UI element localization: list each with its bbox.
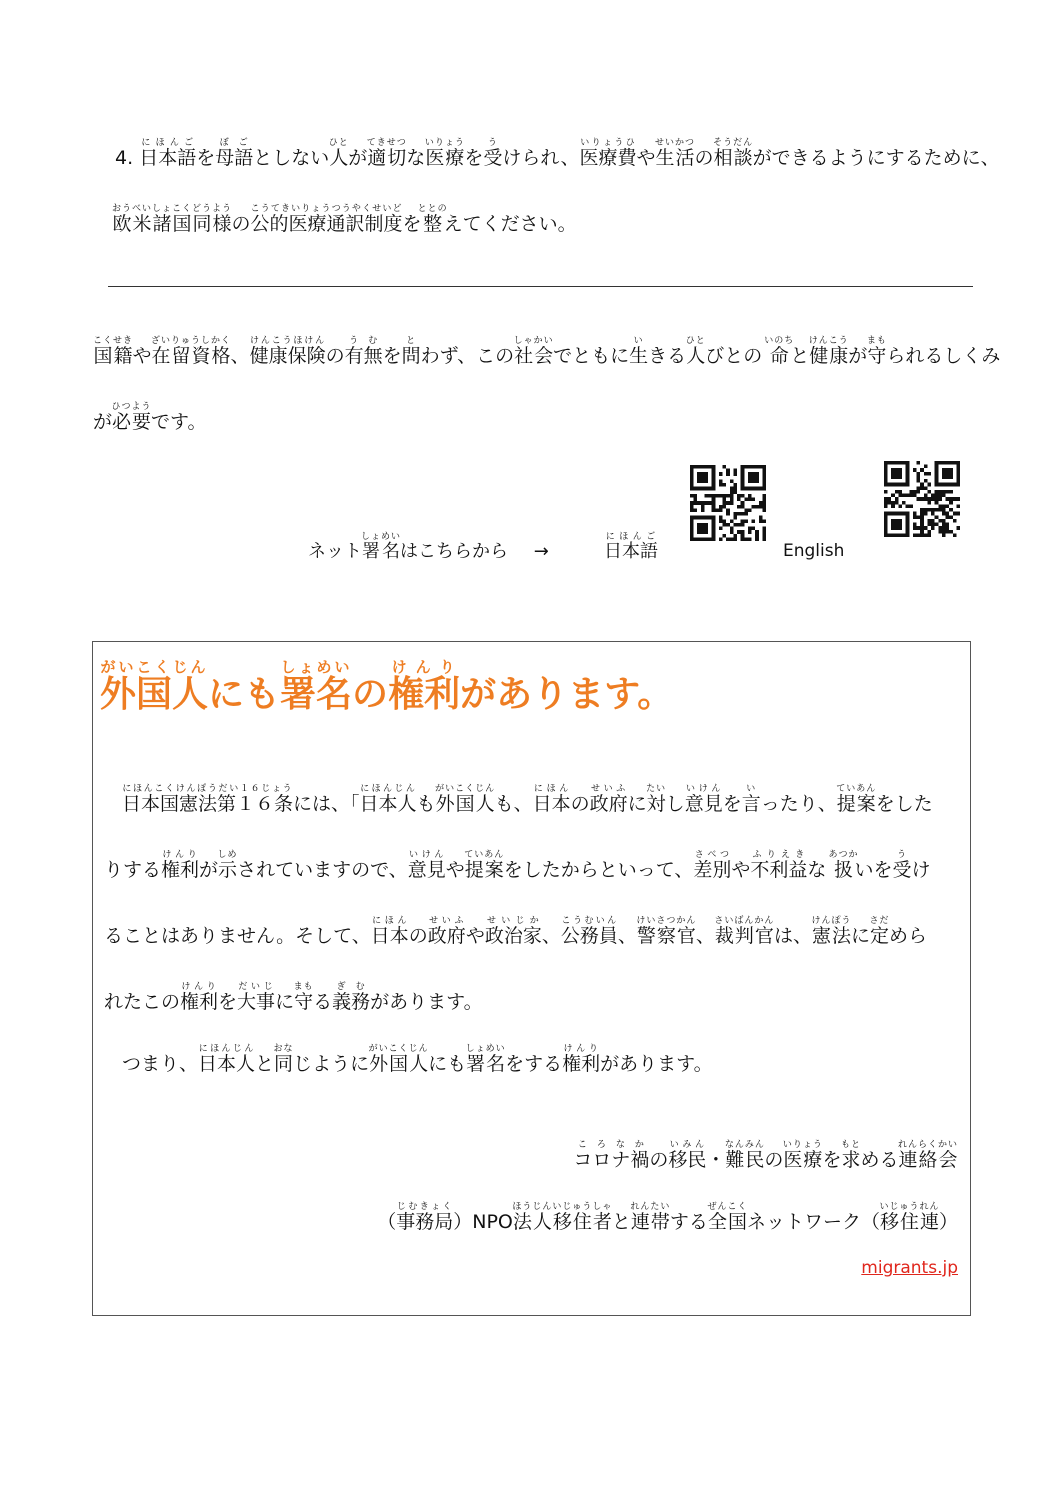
rights-headline: 外国人がいこくじんにも署名しょめいの権利けんりがあります。 [100, 658, 674, 715]
para1-line1: 日本国憲法第１６条にほんこくけんぽうだい１６じょうには、「日本人にほんじんも外国人がいこくじんも、日本にほんの政府せいふに対たいし意見いけんを言いったり、提案ていあんをした [122, 784, 933, 815]
statement-line1: 国籍こくせきや在留資格ざいりゅうしかく、健康保険けんこうほけんの有無うむを問とわず、この社会しゃかいでともに生いきる人ひとびとの 命いのちと健康けんこうが守まもられるしくみ [93, 336, 1001, 367]
qr-code-icon [884, 461, 960, 537]
office-name: （事務局じむきょく）NPO法人移住者ほうじんいじゅうしゃと連帯れんたいする全国ぜんこくネットワーク（移住連いじゅうれん） [377, 1202, 958, 1233]
item-number: 4. [115, 147, 134, 169]
japanese-label[interactable]: 日本語にほんご [604, 532, 658, 562]
signature-prompt: ネット署名しょめいはこちらから → [308, 532, 549, 562]
qr-code-icon [690, 465, 766, 541]
para2: つまり、日本人にほんじんと同おなじように外国人がいこくじんにも署名しょめいをする権利けんりがあります。 [122, 1044, 713, 1075]
para1-line4: れたこの権利けんりを大事だいじに守まもる義務ぎむがあります。 [104, 982, 483, 1013]
website-link[interactable]: migrants.jp [861, 1258, 958, 1278]
ruby: 日本語にほんご [139, 138, 197, 169]
qr-code-english[interactable] [884, 461, 960, 537]
arrow-icon: → [533, 541, 549, 562]
item4-line1: 4. 日本語にほんごを母語ぼごとしない人ひとが適切てきせつな医療いりょうを受うけられ、医療費いりょうひや生活せいかつの相談そうだんができるようにするために、 [115, 138, 1000, 169]
item4-line2: 欧米諸国同様おうべいしょこくどうようの公的医療通訳制度こうてきいりょうつうやくせいどを整ととのえてください。 [112, 204, 577, 235]
para1-line2: りする権利けんりが示しめされていますので、意見いけんや提案ていあんをしたからといって、差別さべつや不利益ふりえきな 扱あつかいを受うけ [104, 850, 931, 881]
organization-name: コロナころな禍かの移民いみん・難民なんみんの医療いりょうを求もとめる連絡会れんらくかい [573, 1140, 958, 1171]
statement-line2: が必要ひつようです。 [93, 402, 207, 433]
qr-code-japanese[interactable] [690, 465, 766, 541]
divider-line [108, 286, 973, 287]
english-label[interactable]: English [783, 541, 845, 561]
para1-line3: ることはありません。そして、日本にほんの政府せいふや政治家せいじか、公務員こうむいん、警察官けいさつかん、裁判官さいばんかんは、憲法けんぽうに定さだめら [104, 916, 928, 947]
